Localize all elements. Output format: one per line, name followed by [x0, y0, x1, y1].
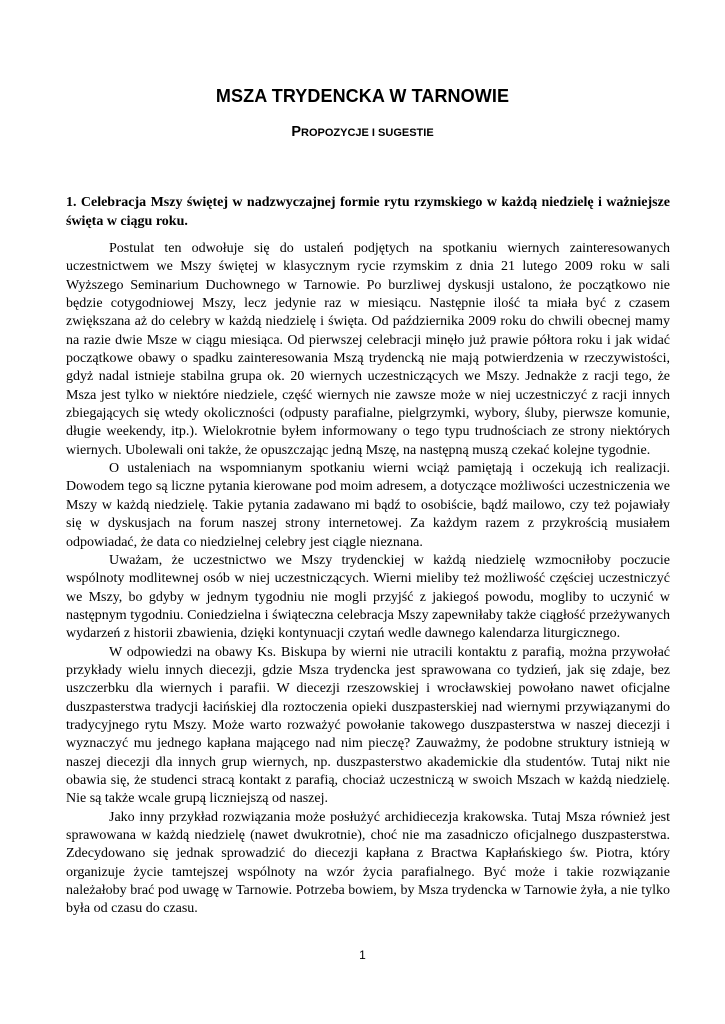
page-number: 1 — [359, 948, 366, 962]
paragraph: Uważam, że uczestnictwo we Mszy trydenckiej w każdą niedzielę wzmocniłoby poczucie wspólnoty modlitewnej osób w niej uczestniczących. Wierni mieliby też możliwość częściej uczestniczyć we Mszy, bo gdyby w jednym tygodniu nie mogli przyjść z jakiegoś powodu, mogliby to uczynić w następnym tygodniu. Coniedzielna i świąteczna celebracja Mszy zapewniłaby także ciągłość przeżywanych wydarzeń z historii zbawienia, dzięki kontynuacji czytań wedle dawnego kalendarza liturgicznego. — [66, 552, 670, 642]
paragraph: W odpowiedzi na obawy Ks. Biskupa by wierni nie utracili kontaktu z parafią, można przywołać przykłady wielu innych diecezji, gdzie Msza trydencka jest sprawowana co tydzień, jak się zdaje, bez uszczerbku dla wiernych i parafii. W diecezji rzeszowskiej i wrocławskiej powołano nawet oficjalne duszpasterstwa tradycji łacińskiej dla roztoczenia opieki duszpasterskiej nad wiernymi przywiązanymi do tradycyjnego rytu Mszy. Może warto rozważyć powołanie takowego duszpasterstwa w naszej diecezji i wyznaczyć mu jednego kapłana mającego nad nim pieczę? Zauważmy, że podobne struktury istnieją w naszej diecezji dla innych grup wiernych, np. duszpasterstwo akademickie dla studentów. Tutaj nikt nie obawia się, że studenci stracą kontakt z parafią, chociaż uczestniczą w swoich Mszach w każdą niedzielę. Nie są także wcale grupą liczniejszą od naszej. — [66, 644, 670, 807]
paragraph: O ustaleniach na wspomnianym spotkaniu wierni wciąż pamiętają i oczekują ich realizacji. Dowodem tego są liczne pytania kierowane pod moim adresem, a dotyczące możliwości uczestniczenia we Mszy w każdą niedzielę. Takie pytania zadawano mi bądź to osobiście, bądź mailowo, czy też pojawiały się w dyskusjach na forum naszej strony internetowej. Za każdym razem z przykrością musiałem odpowiadać, że data co niedzielnej celebry jest ciągle nieznana. — [66, 461, 670, 550]
paragraph: Postulat ten odwołuje się do ustaleń podjętych na spotkaniu wiernych zainteresowanych uczestnictwem we Mszy świętej w klasycznym rycie rzymskim z dnia 21 lutego 2009 roku w sali Wyższego Seminarium Duchownego w Tarnowie. Po burzliwej dyskusji ustalono, że początkowo nie będzie cotygodniowej Mszy, lecz jedynie raz w miesiącu. Następnie ilość ta miała być z czasem zwiększana aż do celebry w każdą niedzielę i święta. Od października 2009 roku do chwili obecnej mamy na razie dwie Msze w ciągu miesiąca. Od pierwszej celebracji minęło już prawie półtora roku i jak widać początkowe obawy o spadku zainteresowania Mszą trydencką nie mają potwierdzenia w rzeczywistości, gdyż nadal istnieje stabilna grupa ok. 20 wiernych uczestniczących we Mszy. Jednakże z racji tego, że Msza jest tylko w niektóre niedziele, część wiernych nie zawsze może w niej uczestniczyć z racji innych zbiegających się wtedy okoliczności (odpusty parafialne, pielgrzymki, wybory, śluby, pierwsze komunie, długie weekendy, itp.). Wielokrotnie byłem informowany o tego typu trudnościach ze strony niektórych wiernych. Ubolewali oni także, że opuszczając jedną Mszę, na następną muszą czekać kolejne tygodnie. — [66, 241, 670, 458]
subtitle-capital: P — [291, 124, 302, 140]
document-body — [66, 240, 670, 919]
section-heading: 1. Celebracja Mszy świętej w nadzwyczajnej formie rytu rzymskiego w każdą niedzielę i ważniejsze święta w ciągu roku. — [66, 195, 670, 229]
subtitle-small-caps: ROPOZYCJE I SUGESTIE — [301, 127, 434, 139]
document-subtitle — [0, 124, 725, 140]
document-title: MSZA TRYDENCKA W TARNOWIE — [215, 86, 510, 106]
paragraph: Jako inny przykład rozwiązania może posłużyć archidiecezja krakowska. Tutaj Msza również jest sprawowana w każdą niedzielę (nawet dwukrotnie), choć nie ma zasadniczo oficjalnego duszpasterstwa. Zdecydowano się jednak sprowadzić do diecezji kapłana z Bractwa Kapłańskiego św. Piotra, który organizuje życie tamtejszej wspólnoty na wzór życia parafialnego. Być może i takie rozwiązanie należałoby brać pod uwagę w Tarnowie. Potrzeba bowiem, by Msza trydencka w Tarnowie żyła, a nie tylko była od czasu do czasu. — [66, 809, 670, 917]
